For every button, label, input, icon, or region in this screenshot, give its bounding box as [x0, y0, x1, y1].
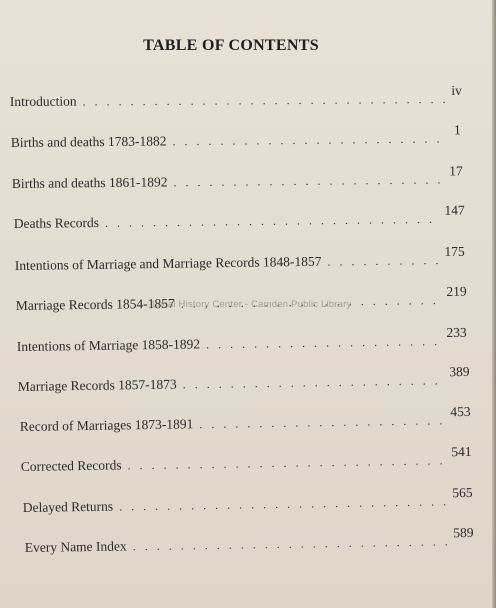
toc-entry-page: 233: [446, 324, 467, 341]
toc-entry-label: Delayed Returns: [22, 498, 114, 516]
toc-entry-page: 589: [453, 524, 474, 541]
toc-entry-corrected-records: [20, 443, 472, 481]
dot-leader: [199, 413, 444, 432]
toc-entry-record-of-marriages: [19, 403, 471, 441]
page-title: TABLE OF CONTENTS: [143, 37, 319, 54]
toc-entry-births-deaths-1861: [11, 163, 463, 198]
dot-leader: [327, 253, 438, 270]
toc-entry-label: Intentions of Marriage and Marriage Records 1848-1857: [14, 253, 322, 274]
toc-entry-every-name-index: [24, 524, 474, 562]
dot-leader: [173, 172, 443, 190]
toc-entry-page: 565: [452, 484, 473, 501]
toc-entry-delayed-returns: [22, 484, 473, 522]
toc-entry-label: Introduction: [9, 93, 77, 110]
toc-entry-label: Deaths Records: [13, 214, 100, 232]
dot-leader: [119, 494, 447, 514]
dot-leader: [133, 534, 448, 554]
toc-entry-label: Record of Marriages 1873-1891: [19, 416, 194, 435]
toc-entry-label: Intentions of Marriage 1858-1892: [16, 336, 201, 355]
toc-entry-page: 17: [449, 163, 463, 179]
toc-entry-intentions-marriage-records: [14, 243, 465, 280]
toc-entry-page: 219: [446, 283, 467, 299]
page-edge-shadow: [492, 0, 496, 608]
toc-entry-marriage-records-1857: [17, 363, 470, 401]
dot-leader: [128, 453, 446, 473]
toc-entry-intentions-marriage-1858: [16, 324, 467, 361]
toc-entry-page: 147: [444, 202, 465, 218]
toc-entry-label: Births and deaths 1861-1892: [11, 174, 168, 192]
dot-leader: [105, 212, 439, 231]
toc-entry-introduction: [9, 82, 462, 116]
dot-leader: [172, 131, 448, 149]
toc-entry-page: 175: [444, 243, 465, 260]
toc-entry-label: Marriage Records 1854-1857: [15, 295, 175, 314]
dot-leader: [183, 373, 444, 392]
dot-leader: [83, 92, 446, 110]
toc-entry-page: 541: [451, 443, 472, 460]
toc-entry-page: 389: [449, 363, 470, 380]
toc-entry-label: Every Name Index: [24, 538, 127, 556]
toc-entry-page: iv: [451, 82, 462, 98]
toc-entry-label: Corrected Records: [20, 457, 122, 475]
library-watermark: Local History Center - Camden Public Library: [152, 299, 352, 310]
toc-entry-page: 453: [450, 403, 471, 420]
toc-entry-label: Births and deaths 1783-1882: [10, 133, 167, 151]
toc-entry-label: Marriage Records 1857-1873: [17, 376, 177, 395]
dot-leader: [206, 334, 441, 352]
toc-entry-births-deaths-1783: [10, 122, 461, 157]
toc-entry-deaths-records: [13, 202, 465, 238]
toc-entry-page: 1: [453, 122, 461, 138]
